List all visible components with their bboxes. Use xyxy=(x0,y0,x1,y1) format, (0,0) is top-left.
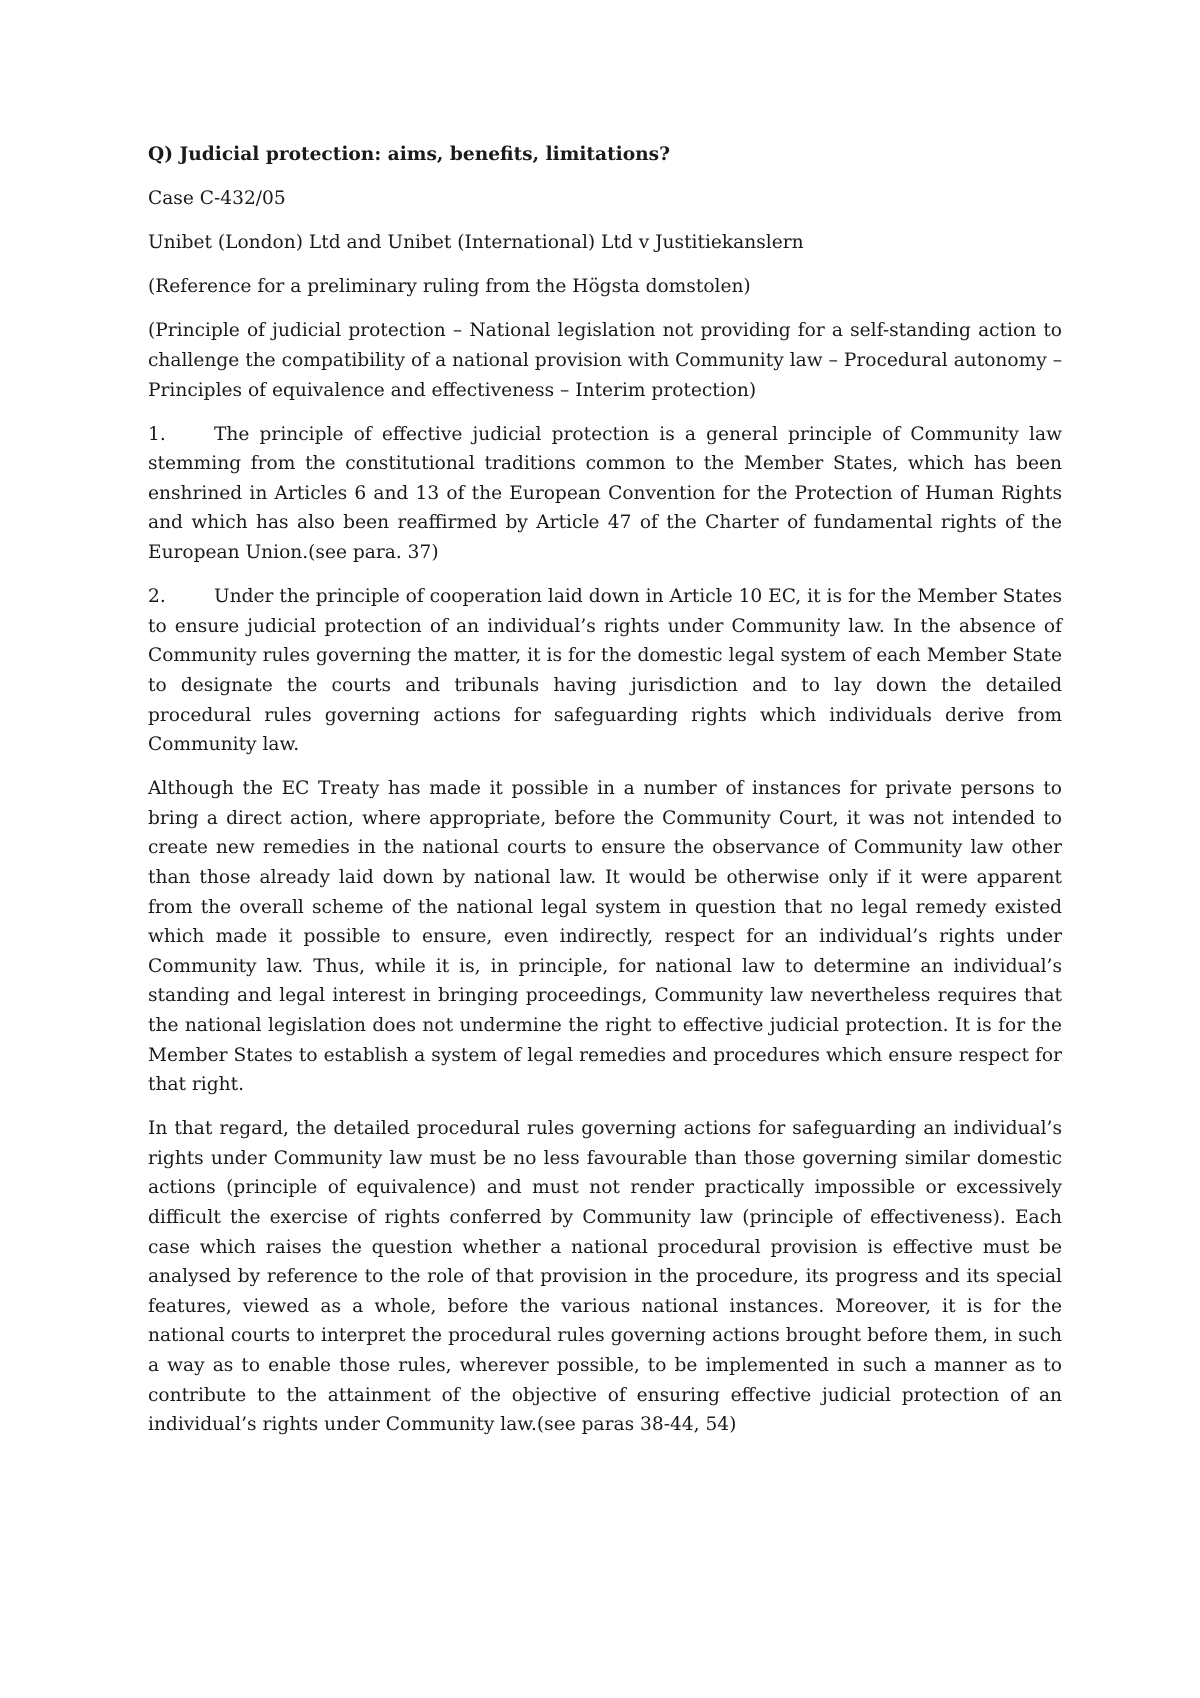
reference-note: (Reference for a preliminary ruling from the Högsta domstolen) xyxy=(148,276,751,298)
case-number: Case C-432/05 xyxy=(148,188,286,210)
paragraph-number: 1. xyxy=(148,423,166,445)
keywords-paragraph: (Principle of judicial protection – National legislation not providing for a self-standing action to challenge the compatibility of a national provision with Community law – Procedural autonomy – Principles of equivalence and effectiveness – Interim protection) xyxy=(148,320,1062,401)
paragraph-number: 2. xyxy=(148,586,166,608)
body-paragraph-4: In that regard, the detailed procedural rules governing actions for safeguarding an individual’s rights under Community law must be no less favourable than those governing similar domestic actions (principle of equivalence) and must not render practically impossible or excessively difficult the exercise of rights conferred by Community law (principle of effectiveness). Each case which raises the question whether a national procedural provision is effective must be analysed by reference to the role of that provision in the procedure, its progress and its special features, viewed as a whole, before the various national instances. Moreover, it is for the national courts to interpret the procedural rules governing actions brought before them, in such a way as to enable those rules, wherever possible, to be implemented in such a manner as to contribute to the attainment of the objective of ensuring effective judicial protection of an individual’s rights under Community law.(see paras 38-44, 54) xyxy=(148,1118,1062,1436)
paragraph-text: The principle of effective judicial protection is a general principle of Community law stemming from the constitutional traditions common to the Member States, which has been enshrined in Articles 6 and 13 of the European Convention for the Protection of Human Rights and which has also been reaffirmed by Article 47 of the Charter of fundamental rights of the European Union.(see para. 37) xyxy=(148,423,1062,564)
numbered-paragraph-2 xyxy=(148,582,1062,760)
numbered-paragraph-1 xyxy=(148,420,1062,568)
body-paragraph-3: Although the EC Treaty has made it possible in a number of instances for private persons to bring a direct action, where appropriate, before the Community Court, it was not intended to create new remedies in the national courts to ensure the observance of Community law other than those already laid down by national law. It would be otherwise only if it were apparent from the overall scheme of the national legal system in question that no legal remedy existed which made it possible to ensure, even indirectly, respect for an individual’s rights under Community law. Thus, while it is, in principle, for national law to determine an individual’s standing and legal interest in bringing proceedings, Community law nevertheless requires that the national legislation does not undermine the right to effective judicial protection. It is for the Member States to establish a system of legal remedies and procedures which ensure respect for that right. xyxy=(148,778,1062,1096)
question-heading: Q) Judicial protection: aims, benefits, limitations? xyxy=(148,144,671,165)
paragraph-text: Under the principle of cooperation laid down in Article 10 EC, it is for the Member States to ensure judicial protection of an individual’s rights under Community law. In the absence of Community rules governing the matter, it is for the domestic legal system of each Member State to designate the courts and tribunals having jurisdiction and to lay down the detailed procedural rules governing actions for safeguarding rights which individuals derive from Community law. xyxy=(148,586,1062,756)
case-parties: Unibet (London) Ltd and Unibet (International) Ltd v Justitiekanslern xyxy=(148,232,804,254)
document-page xyxy=(148,140,1062,1454)
